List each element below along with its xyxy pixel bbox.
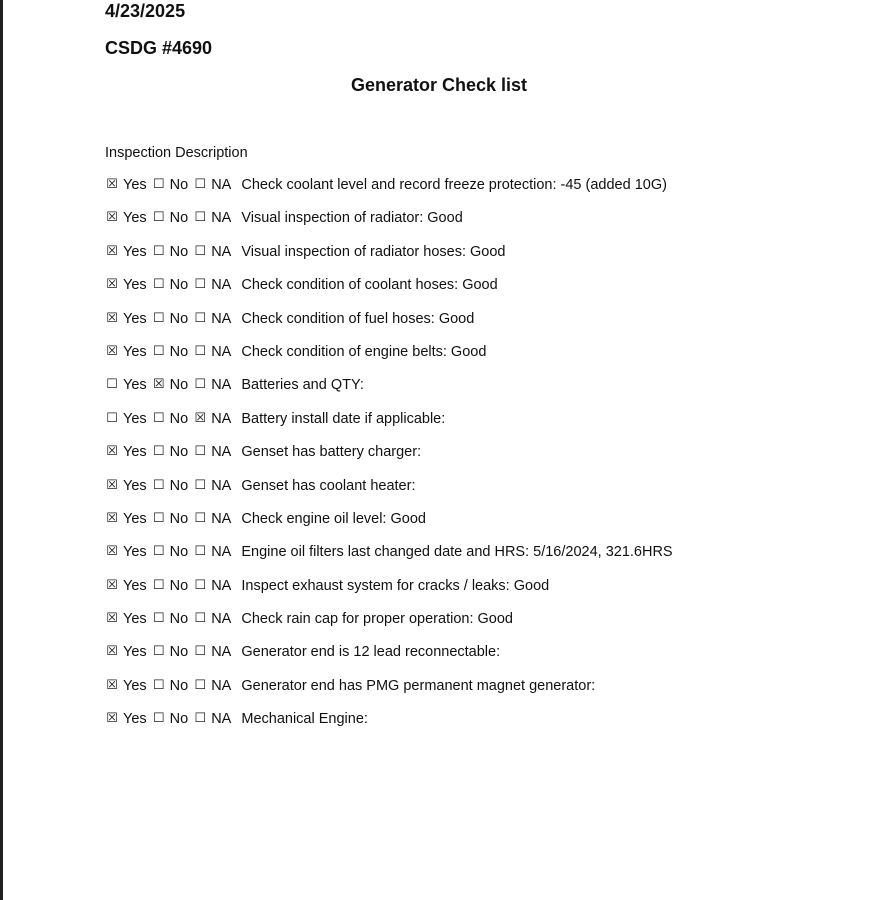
option-na <box>193 375 231 395</box>
option-na-label: NA <box>211 677 232 694</box>
option-yes <box>105 375 147 395</box>
checked-box-icon[interactable]: ☒ <box>106 277 118 293</box>
unchecked-box-icon[interactable]: ☐ <box>194 377 207 393</box>
unchecked-box-icon[interactable]: ☐ <box>152 677 165 693</box>
option-no <box>152 208 189 228</box>
checked-box-icon[interactable]: ☒ <box>106 544 118 560</box>
unchecked-box-icon[interactable]: ☐ <box>152 611 165 627</box>
option-no <box>152 375 189 395</box>
option-na <box>193 509 231 529</box>
checklist-item <box>105 242 673 275</box>
option-no-label: No <box>169 577 189 594</box>
checked-box-icon[interactable]: ☒ <box>106 477 118 493</box>
section-label: Inspection Description <box>105 145 248 161</box>
option-na <box>193 309 231 329</box>
unchecked-box-icon[interactable]: ☐ <box>194 544 207 560</box>
unchecked-box-icon[interactable]: ☐ <box>152 444 165 460</box>
checklist-item <box>105 709 673 742</box>
checklist-item-description: Batteries and QTY: <box>241 377 364 394</box>
checked-box-icon[interactable]: ☒ <box>106 711 118 727</box>
option-yes-label: Yes <box>123 577 147 594</box>
option-na-label: NA <box>211 711 232 728</box>
option-no-label: No <box>169 343 189 360</box>
unchecked-box-icon[interactable]: ☐ <box>194 277 207 293</box>
checklist-item-description: Check rain cap for proper operation: Good <box>241 611 513 628</box>
option-yes-label: Yes <box>123 177 147 193</box>
option-na-label: NA <box>211 577 232 594</box>
option-no <box>152 442 189 462</box>
option-na <box>193 275 231 295</box>
option-no-label: No <box>169 544 189 561</box>
option-yes-label: Yes <box>123 477 147 494</box>
option-yes <box>105 642 147 662</box>
option-yes <box>105 609 147 629</box>
option-yes <box>105 509 147 529</box>
option-no <box>152 642 189 662</box>
option-no-label: No <box>169 177 189 193</box>
checklist-item-description: Battery install date if applicable: <box>241 410 446 427</box>
checked-box-icon[interactable]: ☒ <box>106 343 118 359</box>
checklist-item-description: Check engine oil level: Good <box>241 510 426 527</box>
option-yes-label: Yes <box>123 677 147 694</box>
checked-box-icon[interactable]: ☒ <box>106 611 118 627</box>
unchecked-box-icon[interactable]: ☐ <box>106 410 118 426</box>
option-na <box>193 175 231 195</box>
option-yes <box>105 542 147 562</box>
option-yes-label: Yes <box>123 544 147 561</box>
unchecked-box-icon[interactable]: ☐ <box>194 477 207 493</box>
checklist-item-description: Visual inspection of radiator: Good <box>241 210 463 227</box>
checklist-item <box>105 442 673 475</box>
unchecked-box-icon[interactable]: ☐ <box>152 711 165 727</box>
option-no-label: No <box>169 711 189 728</box>
checked-box-icon[interactable]: ☒ <box>106 243 118 259</box>
unchecked-box-icon[interactable]: ☐ <box>194 644 207 660</box>
option-no <box>152 676 189 696</box>
checklist-item <box>105 576 673 609</box>
option-yes-label: Yes <box>123 444 147 461</box>
unchecked-box-icon[interactable]: ☐ <box>194 210 207 226</box>
checklist-item <box>105 309 673 342</box>
checked-box-icon[interactable]: ☒ <box>106 444 118 460</box>
option-na-label: NA <box>211 277 232 294</box>
option-no <box>152 275 189 295</box>
checklist-item-description: Check condition of fuel hoses: Good <box>241 310 475 327</box>
option-no-label: No <box>169 611 189 628</box>
unchecked-box-icon[interactable]: ☐ <box>152 210 165 226</box>
checklist-item <box>105 409 673 442</box>
option-yes <box>105 208 147 228</box>
unchecked-box-icon[interactable]: ☐ <box>194 711 207 727</box>
option-no-label: No <box>169 510 189 527</box>
option-na <box>193 676 231 696</box>
option-na-label: NA <box>211 343 232 360</box>
option-no <box>152 576 189 596</box>
option-na <box>193 576 231 596</box>
unchecked-box-icon[interactable]: ☐ <box>152 477 165 493</box>
option-yes-label: Yes <box>123 410 147 427</box>
option-yes-label: Yes <box>123 510 147 527</box>
option-no <box>152 609 189 629</box>
option-yes-label: Yes <box>123 377 147 394</box>
unchecked-box-icon[interactable]: ☐ <box>194 611 207 627</box>
option-na-label: NA <box>211 510 232 527</box>
option-na-label: NA <box>211 210 232 227</box>
checked-box-icon[interactable]: ☒ <box>106 310 118 326</box>
unchecked-box-icon[interactable]: ☐ <box>152 310 165 326</box>
option-no-label: No <box>169 677 189 694</box>
checklist-item <box>105 476 673 509</box>
option-na-label: NA <box>211 611 232 628</box>
checklist-item <box>105 175 673 208</box>
option-yes <box>105 409 147 429</box>
option-na <box>193 476 231 496</box>
unchecked-box-icon[interactable]: ☐ <box>152 510 165 526</box>
checklist-item-description: Genset has coolant heater: <box>241 477 416 494</box>
option-yes-label: Yes <box>123 210 147 227</box>
checked-box-icon[interactable]: ☒ <box>106 577 118 593</box>
option-na-label: NA <box>211 177 232 193</box>
checklist-item <box>105 542 673 575</box>
option-no <box>152 175 189 195</box>
option-no-label: No <box>169 377 189 394</box>
checklist-item-description: Visual inspection of radiator hoses: Good <box>241 243 506 260</box>
unchecked-box-icon[interactable]: ☐ <box>194 243 207 259</box>
unchecked-box-icon[interactable]: ☐ <box>152 177 165 192</box>
checked-box-icon[interactable]: ☒ <box>106 177 118 192</box>
checklist-item-description: Generator end is 12 lead reconnectable: <box>241 644 501 661</box>
unchecked-box-icon[interactable]: ☐ <box>194 510 207 526</box>
option-no-label: No <box>169 444 189 461</box>
page-title: Generator Check list <box>350 75 528 95</box>
option-yes-label: Yes <box>123 711 147 728</box>
option-yes-label: Yes <box>123 611 147 628</box>
checklist-item-description: Check coolant level and record freeze protection: -45 (added 10G) <box>241 177 667 193</box>
option-no-label: No <box>169 477 189 494</box>
unchecked-box-icon[interactable]: ☐ <box>194 677 207 693</box>
option-na-label: NA <box>211 310 232 327</box>
option-yes <box>105 275 147 295</box>
checklist-item <box>105 509 673 542</box>
checklist-item <box>105 275 673 308</box>
option-yes <box>105 175 147 195</box>
option-na-label: NA <box>211 544 232 561</box>
option-no-label: No <box>169 210 189 227</box>
option-yes <box>105 709 147 729</box>
option-yes <box>105 442 147 462</box>
checklist-item-description: Generator end has PMG permanent magnet generator: <box>241 677 596 694</box>
checklist-item <box>105 609 673 642</box>
checklist-item-description: Check condition of engine belts: Good <box>241 343 487 360</box>
unchecked-box-icon[interactable]: ☐ <box>152 410 165 426</box>
option-yes <box>105 342 147 362</box>
option-na <box>193 442 231 462</box>
unchecked-box-icon[interactable]: ☐ <box>194 177 207 192</box>
document-reference: CSDG #4690 <box>105 38 213 58</box>
option-yes <box>105 476 147 496</box>
option-na <box>193 642 231 662</box>
option-no <box>152 709 189 729</box>
option-yes-label: Yes <box>123 343 147 360</box>
unchecked-box-icon[interactable]: ☐ <box>152 343 165 359</box>
option-no-label: No <box>169 310 189 327</box>
option-yes <box>105 309 147 329</box>
option-no-label: No <box>169 277 189 294</box>
checked-box-icon[interactable]: ☒ <box>106 510 118 526</box>
checklist-item <box>105 676 673 709</box>
checklist-item <box>105 342 673 375</box>
option-yes-label: Yes <box>123 277 147 294</box>
checked-box-icon[interactable]: ☒ <box>152 377 165 393</box>
unchecked-box-icon[interactable]: ☐ <box>152 243 165 259</box>
option-yes <box>105 242 147 262</box>
option-no <box>152 242 189 262</box>
option-yes <box>105 576 147 596</box>
unchecked-box-icon[interactable]: ☐ <box>194 444 207 460</box>
option-no <box>152 509 189 529</box>
checklist-item <box>105 642 673 675</box>
option-na <box>193 542 231 562</box>
option-na-label: NA <box>211 644 232 661</box>
checklist-item <box>105 208 673 241</box>
option-na <box>193 609 231 629</box>
checked-box-icon[interactable]: ☒ <box>194 410 207 426</box>
unchecked-box-icon[interactable]: ☐ <box>152 577 165 593</box>
checked-box-icon[interactable]: ☒ <box>106 210 118 226</box>
option-na-label: NA <box>211 477 232 494</box>
unchecked-box-icon[interactable]: ☐ <box>152 277 165 293</box>
option-no <box>152 542 189 562</box>
unchecked-box-icon[interactable]: ☐ <box>194 343 207 359</box>
option-no <box>152 409 189 429</box>
document-date: 4/23/2025 <box>105 1 186 21</box>
unchecked-box-icon[interactable]: ☐ <box>194 310 207 326</box>
option-na <box>193 709 231 729</box>
unchecked-box-icon[interactable]: ☐ <box>106 377 118 393</box>
checked-box-icon[interactable]: ☒ <box>106 677 118 693</box>
option-yes-label: Yes <box>123 243 147 260</box>
checklist-item <box>105 375 673 408</box>
option-no-label: No <box>169 410 189 427</box>
option-no <box>152 342 189 362</box>
option-na-label: NA <box>211 444 232 461</box>
unchecked-box-icon[interactable]: ☐ <box>152 644 165 660</box>
option-na-label: NA <box>211 243 232 260</box>
option-na-label: NA <box>211 377 232 394</box>
option-na <box>193 242 231 262</box>
checklist-item-description: Mechanical Engine: <box>241 711 368 728</box>
option-na <box>193 342 231 362</box>
option-na <box>193 208 231 228</box>
option-yes-label: Yes <box>123 644 147 661</box>
inspection-checklist <box>105 175 673 743</box>
option-yes-label: Yes <box>123 310 147 327</box>
option-na <box>193 409 231 429</box>
option-yes <box>105 676 147 696</box>
checklist-item-description: Engine oil filters last changed date and HRS: 5/16/2024, 321.6HRS <box>241 544 673 561</box>
checklist-item-description: Inspect exhaust system for cracks / leaks: Good <box>241 577 550 594</box>
checklist-item-description: Genset has battery charger: <box>241 444 422 461</box>
checked-box-icon[interactable]: ☒ <box>106 644 118 660</box>
option-no <box>152 476 189 496</box>
option-no-label: No <box>169 243 189 260</box>
option-no-label: No <box>169 644 189 661</box>
checklist-item-description: Check condition of coolant hoses: Good <box>241 277 498 294</box>
unchecked-box-icon[interactable]: ☐ <box>194 577 207 593</box>
unchecked-box-icon[interactable]: ☐ <box>152 544 165 560</box>
option-na-label: NA <box>211 410 232 427</box>
option-no <box>152 309 189 329</box>
